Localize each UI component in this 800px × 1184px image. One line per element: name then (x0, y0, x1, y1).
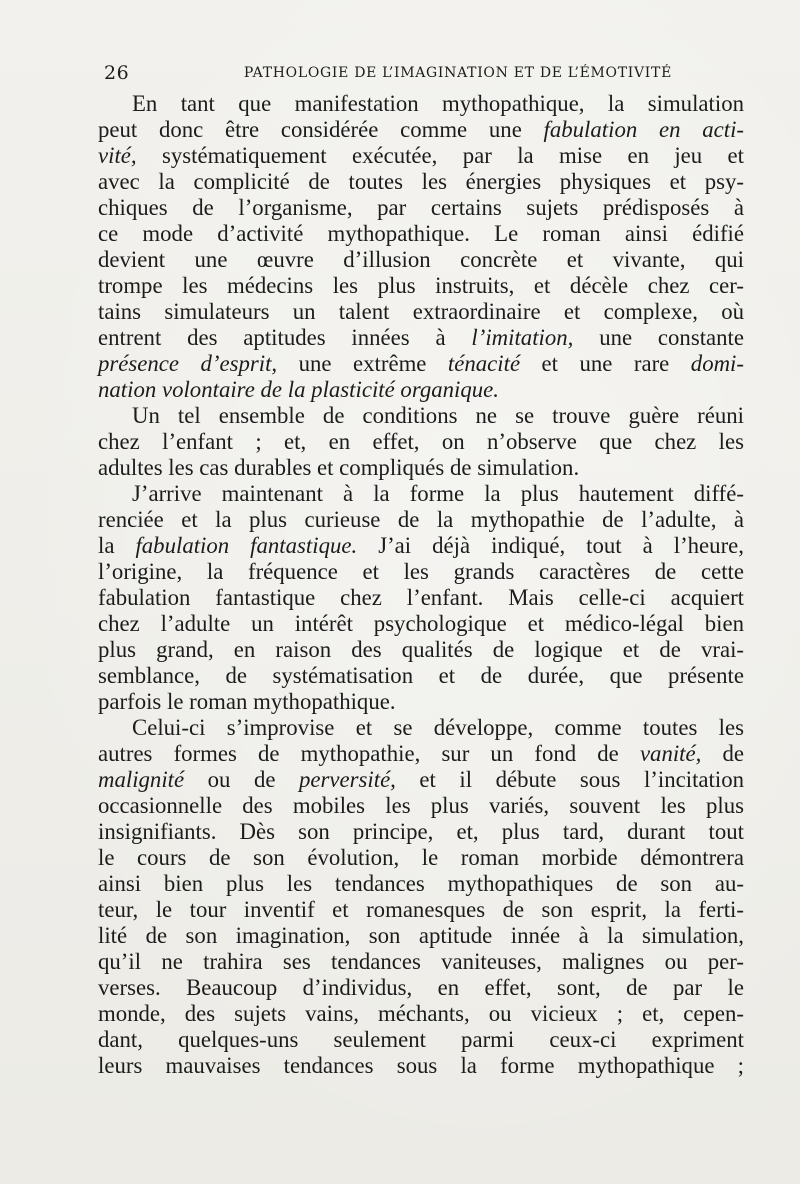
text-segment: chiques de l’organisme, par certains sujets prédisposés à (98, 195, 744, 220)
text-segment: fabulation fantastique. (135, 533, 358, 558)
text-segment: fabulation en acti- (543, 117, 744, 142)
text-segment: monde, des sujets vains, méchants, ou vicieux ; et, cepen- (98, 1001, 744, 1026)
text-segment: insignifiants. Dès son principe, et, plus tard, durant tout (98, 819, 744, 844)
text-line (98, 871, 744, 897)
text-line (98, 663, 744, 689)
text-line (98, 637, 744, 663)
text-line (98, 507, 744, 533)
text-segment: chez l’enfant ; et, en effet, on n’observe que chez les (98, 429, 744, 454)
text-line (98, 247, 744, 273)
text-line (98, 897, 744, 923)
text-segment: renciée et la plus curieuse de la mythopathie de l’adulte, à (98, 507, 744, 532)
text-line (98, 481, 744, 507)
text-line (98, 195, 744, 221)
text-segment: vité, (98, 143, 137, 168)
text-segment: avec la complicité de toutes les énergies physiques et psy- (98, 169, 744, 194)
text-line (98, 429, 744, 455)
text-line (98, 91, 744, 117)
text-segment: verses. Beaucoup d’individus, en effet, sont, de par le (98, 975, 744, 1000)
text-segment: Un tel ensemble de conditions ne se trouve guère réuni (132, 403, 744, 428)
text-segment: dant, quelques-uns seulement parmi ceux-ci expriment (98, 1027, 744, 1052)
text-line (98, 767, 744, 793)
text-line (98, 221, 744, 247)
running-head: PATHOLOGIE DE L’IMAGINATION ET DE L’ÉMOTIVITÉ (243, 65, 672, 81)
text-segment: systématiquement exécutée, par la mise en jeu et (136, 143, 744, 168)
text-segment: devient une œuvre d’illusion concrète et vivante, qui (98, 247, 744, 272)
text-segment: domi- (690, 351, 744, 376)
text-segment: chez l’adulte un intérêt psychologique et médico-légal bien (98, 611, 744, 636)
text-segment: ainsi bien plus les tendances mythopathiques de son au- (98, 871, 744, 896)
text-segment: et il débute sous l’incitation (395, 767, 744, 792)
text-line (98, 1053, 744, 1079)
text-line (98, 169, 744, 195)
text-segment: malignité (98, 767, 185, 792)
text-segment: vanité, (639, 741, 702, 766)
text-segment: autres formes de mythopathie, sur un fond de (98, 741, 640, 766)
body-text (98, 91, 744, 1079)
text-segment: la (98, 533, 136, 558)
text-line (98, 793, 744, 819)
text-line (98, 325, 744, 351)
text-line (98, 715, 744, 741)
text-segment: le cours de son évolution, le roman morbide démontrera (98, 845, 744, 870)
text-line (98, 949, 744, 975)
text-segment: parfois le roman mythopathique. (98, 689, 396, 714)
page-number: 26 (104, 62, 130, 84)
text-segment: Celui-ci s’improvise et se développe, comme toutes les (132, 715, 744, 740)
text-segment: l’imitation, (471, 325, 574, 350)
text-segment: peut donc être considérée comme une (98, 117, 544, 142)
text-segment: adultes les cas durables et compliqués de simulation. (98, 455, 580, 480)
text-segment: l’origine, la fréquence et les grands caractères de cette (98, 559, 744, 584)
text-line (98, 1001, 744, 1027)
text-segment: ou de (184, 767, 300, 792)
text-segment: teur, le tour inventif et romanesques de son esprit, la ferti- (98, 897, 744, 922)
text-line (98, 585, 744, 611)
text-segment: et une rare (520, 351, 691, 376)
text-line (98, 351, 744, 377)
text-line (98, 117, 744, 143)
text-line (98, 559, 744, 585)
text-segment: une constante (573, 325, 745, 350)
text-line (98, 299, 744, 325)
text-segment: En tant que manifestation mythopathique, la simulation (132, 91, 744, 116)
text-line (98, 273, 744, 299)
text-line (98, 741, 744, 767)
text-line (98, 1027, 744, 1053)
text-segment: semblance, de systématisation et de durée, que présente (98, 663, 744, 688)
text-segment: lité de son imagination, son aptitude innée à la simulation, (98, 923, 744, 948)
text-line (98, 923, 744, 949)
text-line (98, 455, 744, 481)
text-segment: présence d’esprit, (98, 351, 278, 376)
text-segment: J’ai déjà indiqué, tout à l’heure, (357, 533, 744, 558)
text-line (98, 143, 744, 169)
text-segment: tains simulateurs un talent extraordinaire et complexe, où (98, 299, 744, 324)
text-line (98, 819, 744, 845)
text-segment: perversité, (299, 767, 396, 792)
text-line (98, 845, 744, 871)
text-segment: entrent des aptitudes innées à (98, 325, 472, 350)
text-segment: ténacité (447, 351, 521, 376)
text-segment: ce mode d’activité mythopathique. Le roman ainsi édifié (98, 221, 744, 246)
text-line (98, 975, 744, 1001)
text-segment: plus grand, en raison des qualités de logique et de vrai- (98, 637, 744, 662)
text-line (98, 377, 744, 403)
text-segment: une extrême (277, 351, 448, 376)
text-line (98, 403, 744, 429)
text-segment: nation volontaire de la plasticité organique. (98, 377, 500, 402)
text-segment: J’arrive maintenant à la forme la plus hautement diffé- (132, 481, 744, 506)
text-segment: occasionnelle des mobiles les plus variés, souvent les plus (98, 793, 744, 818)
text-segment: fabulation fantastique chez l’enfant. Mais celle-ci acquiert (98, 585, 744, 610)
text-line (98, 689, 744, 715)
text-line (98, 533, 744, 559)
text-segment: leurs mauvaises tendances sous la forme mythopathique ; (98, 1053, 744, 1078)
text-line (98, 611, 744, 637)
text-segment: qu’il ne trahira ses tendances vaniteuses, malignes ou per- (98, 949, 744, 974)
text-segment: de (701, 741, 744, 766)
text-segment: trompe les médecins les plus instruits, et décèle chez cer- (98, 273, 744, 298)
page-header (104, 62, 672, 86)
